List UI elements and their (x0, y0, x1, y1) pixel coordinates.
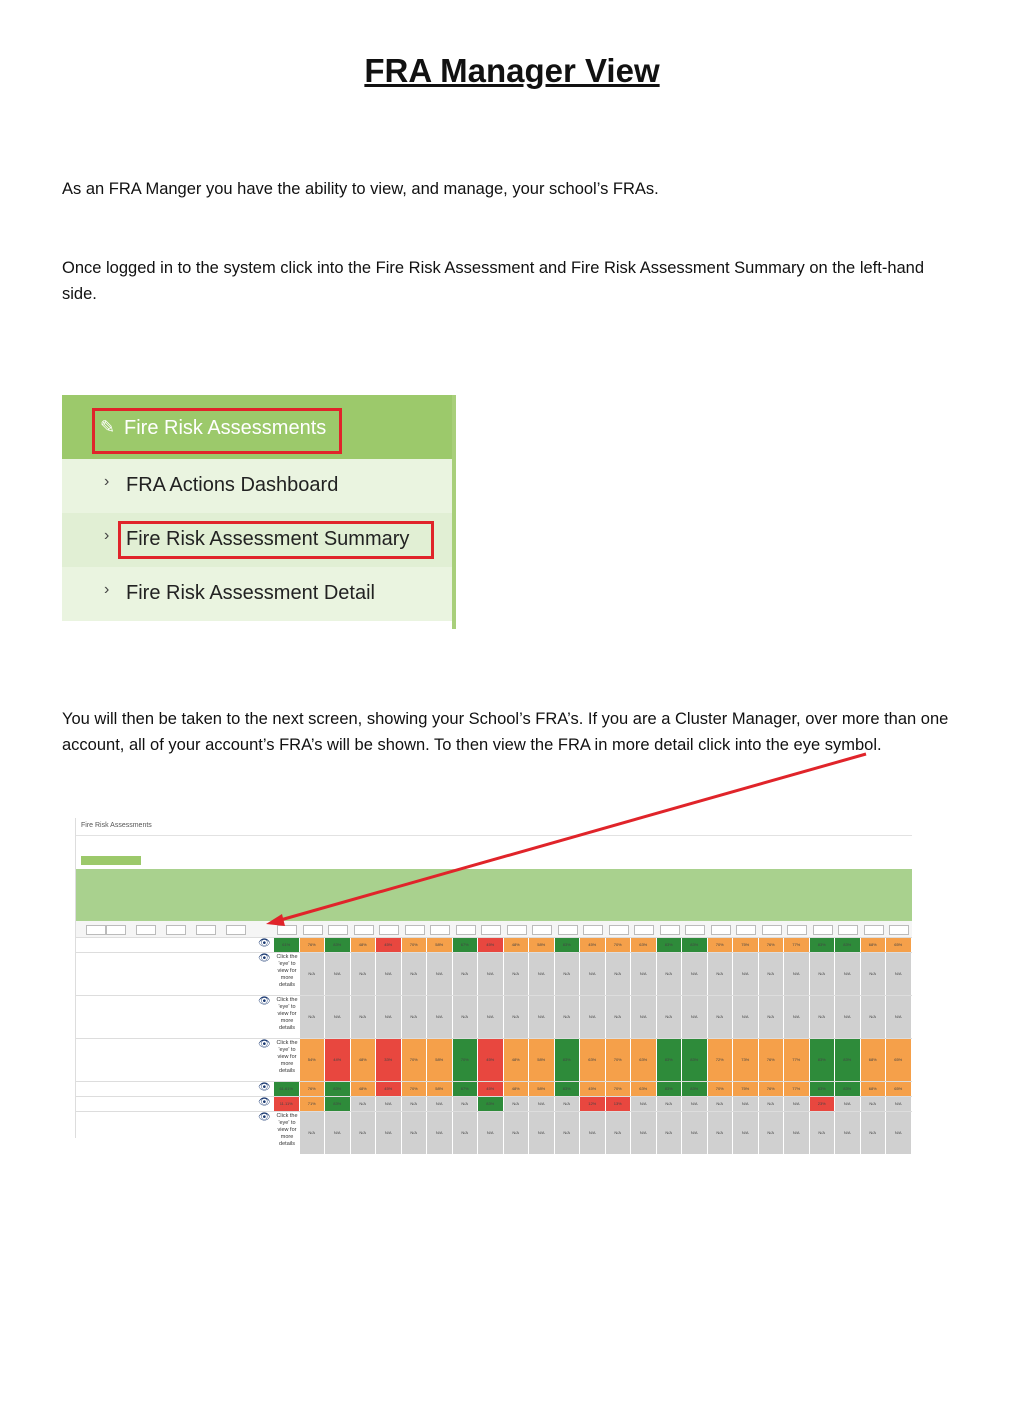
filter-input[interactable] (889, 925, 909, 935)
score-cell: 63% (631, 1082, 656, 1096)
score-cell: N/A (580, 953, 605, 995)
score-cell: 12% (580, 1097, 605, 1111)
score-cell: 83% (478, 1097, 503, 1111)
score-cell: 83% (682, 1039, 707, 1081)
score-cell: N/A (427, 953, 452, 995)
filter-input[interactable] (328, 925, 348, 935)
score-cell: 65% (886, 1082, 911, 1096)
score-cell: N/A (376, 996, 401, 1038)
filter-input[interactable] (303, 925, 323, 935)
filter-input[interactable] (277, 925, 297, 935)
score-cell: 83% (835, 1082, 860, 1096)
score-cell: 45% (376, 1082, 401, 1096)
score-cell: 75% (733, 1082, 758, 1096)
score-cell: N/A (300, 1112, 325, 1154)
score-cell: N/A (555, 996, 580, 1038)
click-eye-hint: Click the 'eye' to view for more details (276, 997, 298, 1031)
score-cell: N/A (759, 953, 784, 995)
filter-input[interactable] (532, 925, 552, 935)
filter-input[interactable] (226, 925, 246, 935)
score-cell: 70% (606, 1082, 631, 1096)
score-cell: N/A (835, 1097, 860, 1111)
score-cell: N/A (351, 1097, 376, 1111)
score-cell: N/A (682, 1112, 707, 1154)
score-cell: 58% (529, 938, 554, 952)
score-cell: 63% (580, 1039, 605, 1081)
score-cell: 45% (478, 938, 503, 952)
score-cell: 83% (835, 938, 860, 952)
score-cell: N/A (784, 953, 809, 995)
score-cell: 68% (861, 1082, 886, 1096)
menu-item-fra-actions-dashboard[interactable] (62, 459, 452, 513)
eye-icon[interactable]: 👁 (258, 1112, 271, 1123)
score-cell: 83% (657, 1039, 682, 1081)
score-cell: N/A (529, 1097, 554, 1111)
score-cell: 83% (325, 1097, 350, 1111)
score-cell: N/A (351, 996, 376, 1038)
score-cell: N/A (835, 1112, 860, 1154)
fra-table-screenshot (75, 818, 912, 1147)
score-cell: 77% (784, 938, 809, 952)
filter-input[interactable] (736, 925, 756, 935)
filter-input[interactable] (456, 925, 476, 935)
score-cell: N/A (376, 953, 401, 995)
score-cell: N/A (376, 1112, 401, 1154)
table-row (76, 1111, 912, 1154)
score-cell: 76% (300, 938, 325, 952)
score-cell: 63% (631, 938, 656, 952)
filter-input[interactable] (196, 925, 216, 935)
score-cell: N/A (555, 1097, 580, 1111)
score-cell: N/A (759, 996, 784, 1038)
score-cell: N/A (402, 996, 427, 1038)
score-cell: N/A (733, 1112, 758, 1154)
click-eye-hint: Click the 'eye' to view for more details (276, 954, 298, 988)
score-cell: N/A (453, 996, 478, 1038)
score-cell: N/A (325, 996, 350, 1038)
score-cell: N/A (810, 1112, 835, 1154)
score-cell: N/A (504, 996, 529, 1038)
score-cell: 58% (427, 1039, 452, 1081)
score-cell: N/A (402, 953, 427, 995)
score-cell: N/A (631, 1112, 656, 1154)
table-row (76, 937, 912, 952)
score-cell: 65% (886, 1039, 911, 1081)
score-cell: N/A (555, 953, 580, 995)
score-cell: N/A (504, 1112, 529, 1154)
score-cell: 58% (427, 1082, 452, 1096)
chevron-right-icon: › (104, 527, 110, 544)
score-cell: N/A (478, 1112, 503, 1154)
filter-input[interactable] (634, 925, 654, 935)
score-cell: 70% (606, 1039, 631, 1081)
score-cell: 45% (478, 1082, 503, 1096)
score-cell: 48% (504, 938, 529, 952)
score-cell: N/A (657, 953, 682, 995)
score-cell: 48% (504, 1039, 529, 1081)
filter-input[interactable] (507, 925, 527, 935)
score-cell: N/A (478, 953, 503, 995)
score-cell: N/A (708, 996, 733, 1038)
filter-input[interactable] (136, 925, 156, 935)
score-cell: 63% (631, 1039, 656, 1081)
score-cell: 70% (453, 1039, 478, 1081)
score-cell: N/A (606, 996, 631, 1038)
eye-icon[interactable]: 👁 (258, 953, 271, 964)
score-cell: N/A (427, 1097, 452, 1111)
score-cell: N/A (580, 1112, 605, 1154)
score-cell: N/A (631, 953, 656, 995)
score-cell: N/A (682, 996, 707, 1038)
score-cell: N/A (453, 1112, 478, 1154)
score-cell: 70% (402, 1082, 427, 1096)
score-cell: N/A (376, 1097, 401, 1111)
table-title: Fire Risk Assessments (81, 822, 152, 829)
intro-paragraph: As an FRA Manger you have the ability to view, and manage, your school’s FRAs. (62, 180, 659, 198)
page-title: FRA Manager View (364, 52, 660, 89)
eye-icon[interactable]: 👁 (258, 1082, 271, 1093)
score-cell: N/A (784, 1097, 809, 1111)
menu-item-label: Fire Risk Assessment Detail (126, 582, 375, 604)
score-cell: 76% (759, 1039, 784, 1081)
score-cell: 61.61% (274, 1082, 299, 1096)
filter-input[interactable] (166, 925, 186, 935)
score-cell: N/A (555, 1112, 580, 1154)
score-cell: N/A (886, 1112, 911, 1154)
score-cell: 68% (861, 1039, 886, 1081)
table-row (76, 1038, 912, 1081)
score-cell: N/A (606, 953, 631, 995)
score-cell: N/A (682, 1097, 707, 1111)
filter-input[interactable] (685, 925, 705, 935)
score-cell: N/A (657, 996, 682, 1038)
score-cell: N/A (733, 996, 758, 1038)
score-cell: N/A (835, 953, 860, 995)
score-cell: N/A (784, 996, 809, 1038)
menu-item-fire-risk-assessment-detail[interactable] (62, 567, 452, 621)
score-cell: N/A (708, 1097, 733, 1111)
filter-row (76, 921, 912, 937)
menu-item-label: Fire Risk Assessment Summary (126, 528, 410, 550)
score-cell: N/A (682, 953, 707, 995)
score-cell: N/A (351, 953, 376, 995)
score-cell: 45% (580, 1082, 605, 1096)
filter-input[interactable] (481, 925, 501, 935)
score-cell: N/A (427, 1112, 452, 1154)
score-cell: N/A (631, 996, 656, 1038)
score-cell: N/A (657, 1097, 682, 1111)
score-cell: N/A (708, 1112, 733, 1154)
filter-input[interactable] (106, 925, 126, 935)
click-eye-hint: Click the 'eye' to view for more details (276, 1113, 298, 1147)
score-cell: N/A (759, 1112, 784, 1154)
score-cell: 83% (682, 1082, 707, 1096)
filter-input[interactable] (558, 925, 578, 935)
score-cell: 76% (759, 1082, 784, 1096)
score-cell: N/A (657, 1112, 682, 1154)
score-cell: N/A (453, 1097, 478, 1111)
score-cell: 83% (657, 938, 682, 952)
score-cell: N/A (733, 1097, 758, 1111)
filter-input[interactable] (864, 925, 884, 935)
score-cell: 58% (529, 1039, 554, 1081)
score-cell: 48% (351, 1039, 376, 1081)
filter-input[interactable] (583, 925, 603, 935)
score-cell: 83% (555, 938, 580, 952)
score-cell: 48% (504, 1082, 529, 1096)
filter-input[interactable] (660, 925, 680, 935)
score-cell: 67% (453, 1082, 478, 1096)
score-cell: N/A (300, 953, 325, 995)
score-cell: 83% (810, 1082, 835, 1096)
score-cell: N/A (886, 996, 911, 1038)
score-cell: 65% (886, 938, 911, 952)
score-cell: 58% (529, 1082, 554, 1096)
score-cell: N/A (529, 996, 554, 1038)
score-cell: 67% (453, 938, 478, 952)
export-toolbar[interactable] (81, 856, 141, 865)
score-cell: N/A (478, 996, 503, 1038)
score-cell: N/A (580, 996, 605, 1038)
score-cell: N/A (810, 996, 835, 1038)
filter-input[interactable] (787, 925, 807, 935)
menu-item-label: FRA Actions Dashboard (126, 474, 339, 496)
score-cell: 70% (606, 938, 631, 952)
eye-icon[interactable]: 👁 (258, 1039, 271, 1050)
score-cell: N/A (325, 953, 350, 995)
score-cell: 11.11% (274, 1097, 299, 1111)
filter-input[interactable] (405, 925, 425, 935)
score-cell: N/A (784, 1112, 809, 1154)
menu-screenshot (62, 395, 456, 629)
score-cell: 83% (657, 1082, 682, 1096)
score-cell: 45% (478, 1039, 503, 1081)
table-row (76, 1096, 912, 1111)
score-cell: N/A (631, 1097, 656, 1111)
filter-input[interactable] (762, 925, 782, 935)
table-row (76, 952, 912, 995)
score-cell: 70% (708, 1082, 733, 1096)
filter-input[interactable] (609, 925, 629, 935)
score-cell: N/A (529, 1112, 554, 1154)
score-cell: 77% (784, 1082, 809, 1096)
score-cell: 83% (835, 1039, 860, 1081)
score-cell: N/A (810, 953, 835, 995)
score-cell: 54% (300, 1039, 325, 1081)
score-cell: 70% (402, 1039, 427, 1081)
table-row (76, 995, 912, 1038)
score-cell: N/A (708, 953, 733, 995)
score-cell: 44% (325, 1039, 350, 1081)
table-row (76, 1081, 912, 1096)
score-cell: N/A (861, 1097, 886, 1111)
score-cell: 83% (682, 938, 707, 952)
score-cell: 83% (325, 938, 350, 952)
instruction-paragraph: Once logged in to the system click into the Fire Risk Assessment and Fire Risk Assessment Summary on the left-hand side. (62, 259, 925, 303)
score-cell: 70% (708, 938, 733, 952)
score-cell: N/A (861, 996, 886, 1038)
score-cell: 83% (810, 1039, 835, 1081)
menu-header-fire-risk-assessments[interactable] (62, 395, 452, 459)
score-cell: 83% (555, 1082, 580, 1096)
score-cell: 48% (351, 938, 376, 952)
chevron-right-icon: › (104, 581, 110, 598)
eye-instruction-paragraph: You will then be taken to the next screen, showing your School’s FRA’s. If you are a Cluster Manager, over more than one account, all of your account’s FRA’s will be shown. To then view the FRA in more detail click into the eye symbol. (62, 710, 949, 754)
score-cell: N/A (402, 1097, 427, 1111)
score-cell: N/A (733, 953, 758, 995)
score-cell: 68% (861, 938, 886, 952)
score-cell: N/A (606, 1112, 631, 1154)
score-cell: 45% (580, 938, 605, 952)
chevron-right-icon: › (104, 473, 110, 490)
score-cell: 33% (376, 1039, 401, 1081)
score-cell: N/A (453, 953, 478, 995)
click-eye-hint: Click the 'eye' to view for more details (276, 1040, 298, 1074)
filter-input[interactable] (354, 925, 374, 935)
filter-input[interactable] (813, 925, 833, 935)
score-cell: 73% (733, 1039, 758, 1081)
score-cell: N/A (402, 1112, 427, 1154)
score-cell: 71% (300, 1097, 325, 1111)
score-cell: 13% (606, 1097, 631, 1111)
score-cell: 70% (402, 938, 427, 952)
score-cell: 58% (427, 938, 452, 952)
score-cell: 75% (733, 938, 758, 952)
menu-header-label: Fire Risk Assessments (124, 417, 327, 439)
score-cell: 76% (300, 1082, 325, 1096)
score-cell: 61% (274, 938, 299, 952)
eye-icon[interactable]: 👁 (258, 1097, 271, 1108)
score-cell: N/A (427, 996, 452, 1038)
score-cell: N/A (325, 1112, 350, 1154)
score-cell: N/A (351, 1112, 376, 1154)
score-cell: N/A (886, 953, 911, 995)
score-cell: N/A (886, 1097, 911, 1111)
filter-input[interactable] (379, 925, 399, 935)
score-cell: 83% (325, 1082, 350, 1096)
score-cell: 76% (759, 938, 784, 952)
score-cell: 23% (810, 1097, 835, 1111)
score-cell: 72% (708, 1039, 733, 1081)
score-cell: N/A (759, 1097, 784, 1111)
score-cell: N/A (861, 953, 886, 995)
score-cell: N/A (504, 1097, 529, 1111)
score-cell: N/A (529, 953, 554, 995)
menu-item-fire-risk-assessment-summary[interactable] (62, 513, 452, 567)
score-cell: N/A (300, 996, 325, 1038)
filter-input[interactable] (838, 925, 858, 935)
score-cell: 77% (784, 1039, 809, 1081)
eye-icon[interactable]: 👁 (258, 938, 271, 949)
table-header (76, 869, 912, 921)
filter-input[interactable] (430, 925, 450, 935)
filter-input[interactable] (86, 925, 106, 935)
score-cell: N/A (835, 996, 860, 1038)
score-cell: 83% (555, 1039, 580, 1081)
score-cell: 45% (376, 938, 401, 952)
score-cell: N/A (504, 953, 529, 995)
eye-icon[interactable]: 👁 (258, 996, 271, 1007)
pencil-icon: ✎ (100, 417, 116, 437)
score-cell: 48% (351, 1082, 376, 1096)
score-cell: N/A (861, 1112, 886, 1154)
filter-input[interactable] (711, 925, 731, 935)
score-cell: 83% (810, 938, 835, 952)
